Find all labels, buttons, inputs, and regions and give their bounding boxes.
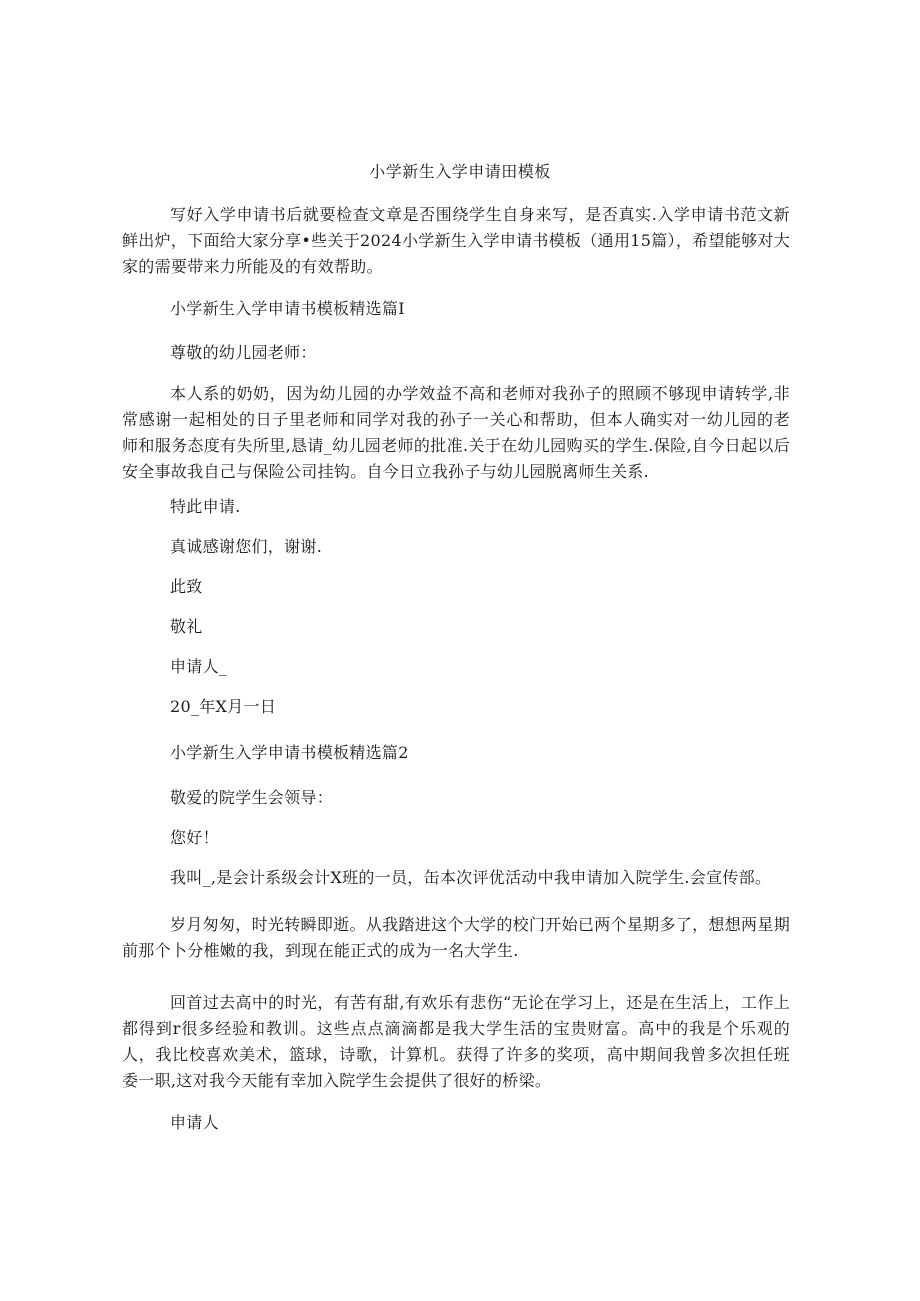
section2-heading: 小学新生入学申请书模板精选篇2: [170, 743, 409, 762]
section1-heading: 小学新生入学申请书模板精选篇I: [170, 299, 405, 318]
section2-paragraph-3: 回首过去高中的时光，有苦有甜,有欢乐有悲伤“无论在学习上，还是在生活上，工作上都得到r很多经验和教训。这些点点滴滴都是我大学生活的宝贵财富。高中的我是个乐观的人，我比校喜欢美术，篮球，诗歌，计算机。获得了许多的奖项，高中期间我曾多次担任班委一职,这对我今天能有幸加入院学生会提供了很好的桥梁。: [122, 993, 790, 1090]
intro-paragraph: 写好入学申请书后就要检查文章是否围绕学生自身来写，是否真实.入学申请书范文新鲜出炉，下面给大家分享•些关于2024小学新生入学申请书模板（通用15篇），希望能够对大家的需要带来力所能及的有效帮助。: [122, 205, 790, 276]
section1-salutation: 尊敬的幼儿园老师：: [170, 343, 317, 362]
section1-closing-cizhi: 此致: [170, 577, 203, 596]
section1-closing-jingli: 敬礼: [170, 617, 203, 636]
section2-paragraph-2: 岁月匆匆，时光转瞬即逝。从我踏进这个大学的校门开始已两个星期多了，想想两星期前那个卜分椎嫩的我，到现在能正式的成为一名大学生.: [122, 915, 790, 960]
section1-applicant: 申请人_: [170, 657, 228, 676]
section1-closing-request: 特此申请.: [170, 497, 241, 516]
section2-salutation: 敬爱的院学生会领导：: [170, 788, 334, 807]
document-title: 小学新生入学申请田模板: [369, 162, 551, 181]
section2-greeting: 您好！: [170, 828, 219, 847]
section2-applicant: 申请人: [170, 1113, 219, 1132]
section2-paragraph-1: 我叫_,是会计系级会计X班的一员，缶本次评优活动中我申请加入院学生.会宣传部。: [170, 868, 772, 887]
section1-closing-thanks: 真诚感谢您们，谢谢.: [170, 537, 323, 556]
section1-date: 20_年X月一日: [170, 697, 277, 716]
section1-body: 本人系的奶奶，因为幼儿园的办学效益不高和老师对我孙子的照顾不够现申请转学,非常感谢一起相处的日子里老师和同学对我的孙子一关心和帮助，但本人确实对一幼儿园的老师和服务态度有失所里,恳请_幼儿园老师的批准.关于在幼儿园购买的学生.保险,自今日起以后安全事故我自己与保险公司挂钩。自今日立我孙子与幼儿园脱离师生关系.: [122, 384, 790, 481]
